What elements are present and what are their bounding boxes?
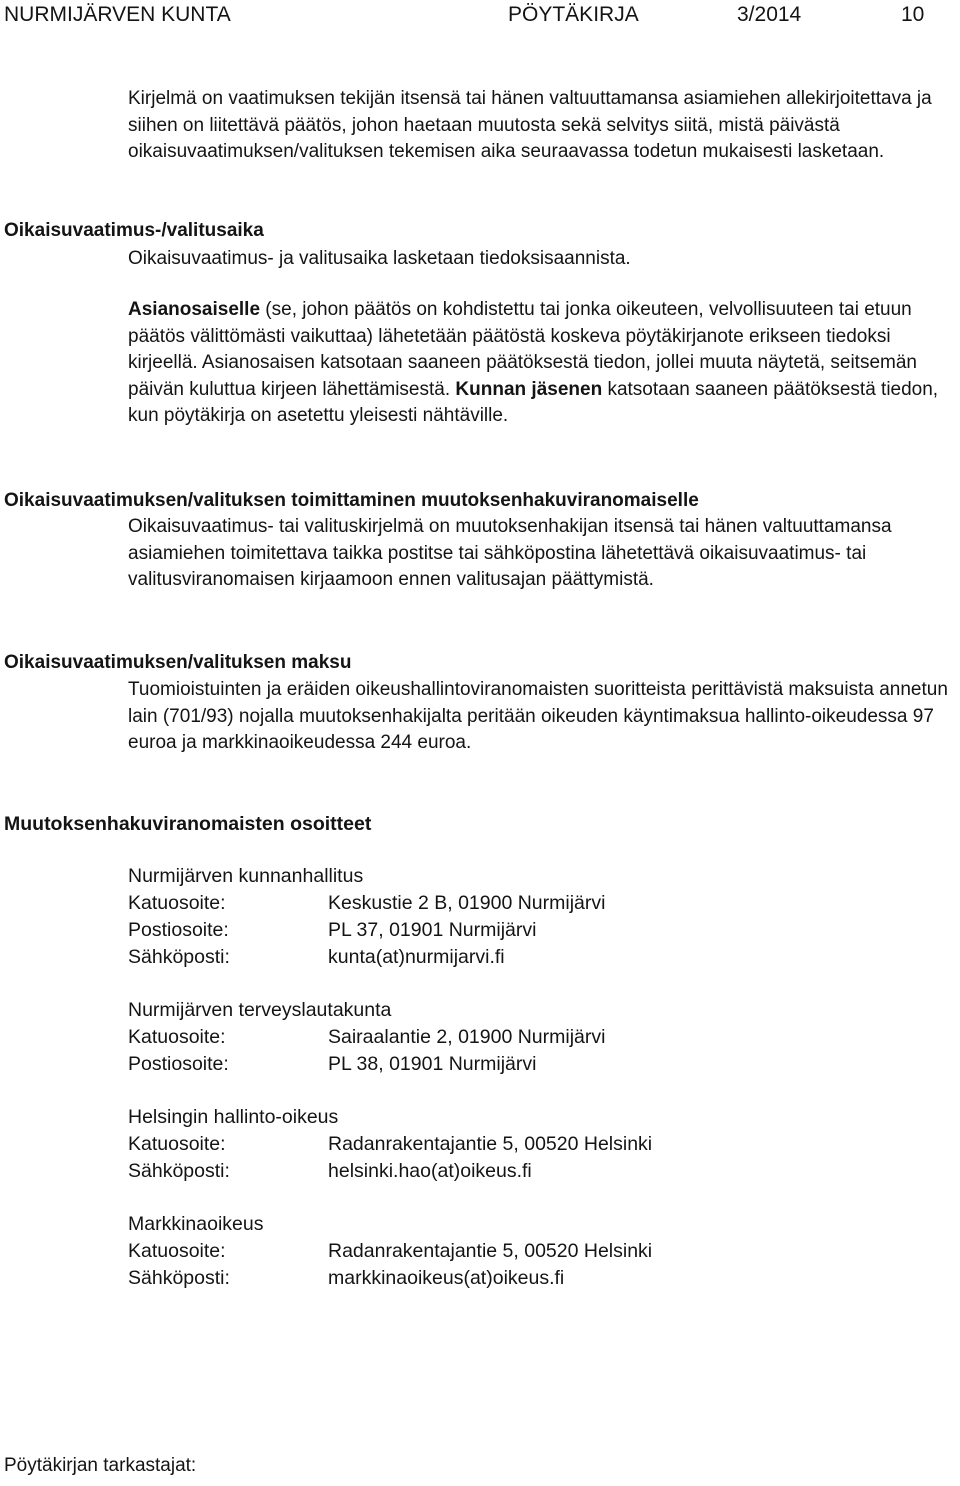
- address-value: markkinaoikeus(at)oikeus.fi: [328, 1267, 565, 1289]
- authority-name: Helsingin hallinto-oikeus: [128, 1106, 339, 1128]
- time-paragraph: [128, 297, 954, 430]
- page-header: [0, 2, 960, 32]
- member-text: katsotaan saaneen päätöksestä tiedon, kun pöytäkirja on asetettu yleisesti nähtäville.: [128, 378, 939, 427]
- fee-paragraph: Tuomioistuinten ja eräiden oikeushallintoviranomaisten suoritteista perittävistä maksuista annetun lain (701/93) nojalla muutoksenhakijalta peritään oikeuden käyntimaksua hallinto-oikeudessa 97 euroa ja markkinaoikeudessa 244 euroa.: [128, 679, 948, 754]
- address-label: Katuosoite:: [128, 1240, 226, 1262]
- address-label: Sähköposti:: [128, 946, 230, 968]
- address-value: PL 38, 01901 Nurmijärvi: [328, 1053, 537, 1075]
- section-heading-delivery: Oikaisuvaatimuksen/valituksen toimittaminen muutoksenhakuviranomaiselle: [4, 490, 699, 511]
- address-row: [128, 1051, 605, 1078]
- authority-block: [128, 1104, 652, 1185]
- party-text: (se, johon päätös on kohdistettu tai jonka oikeuteen, velvollisuuteen tai etuun päätös välittömästi vaikuttaa) lähetetään päätöstä koskeva pöytäkirjanote erikseen tiedoksi kirjeellä. Asianosaisen katsotaan saaneen päätöksestä tiedon, jollei muuta näytetä, seitsemän päivän kuluttua kirjeen lähettämisestä.: [128, 299, 917, 400]
- municipality-name: NURMIJÄRVEN KUNTA: [4, 3, 231, 26]
- address-row: [128, 917, 605, 944]
- page-number: 10: [901, 3, 925, 26]
- authority-name: Markkinaoikeus: [128, 1213, 264, 1235]
- address-value: Radanrakentajantie 5, 00520 Helsinki: [328, 1133, 653, 1155]
- address-label: Sähköposti:: [128, 1267, 230, 1289]
- addresses-heading: Muutoksenhakuviranomaisten osoitteet: [4, 813, 372, 835]
- authority-name: Nurmijärven terveyslautakunta: [128, 999, 392, 1021]
- address-value: helsinki.hao(at)oikeus.fi: [328, 1160, 532, 1182]
- address-label: Katuosoite:: [128, 1026, 226, 1048]
- address-label: Postiosoite:: [128, 1053, 229, 1075]
- time-subline: Oikaisuvaatimus- ja valitusaika lasketaan tiedoksisaannista.: [128, 248, 631, 269]
- reviewers-label: Pöytäkirjan tarkastajat:: [4, 1455, 197, 1476]
- document-number: 3/2014: [737, 3, 802, 26]
- address-value: PL 37, 01901 Nurmijärvi: [328, 919, 537, 941]
- address-value: Keskustie 2 B, 01900 Nurmijärvi: [328, 892, 606, 914]
- address-label: Katuosoite:: [128, 1133, 226, 1155]
- address-value: Sairaalantie 2, 01900 Nurmijärvi: [328, 1026, 606, 1048]
- authority-block: [128, 1211, 652, 1292]
- address-label: Postiosoite:: [128, 919, 229, 941]
- party-term: Asianosaiselle: [128, 299, 261, 320]
- authority-block: [128, 863, 605, 971]
- address-row: [128, 944, 605, 971]
- intro-paragraph: Kirjelmä on vaatimuksen tekijän itsensä tai hänen valtuuttamansa asiamiehen allekirjoitettava ja siihen on liitettävä päätös, johon haetaan muutosta sekä selvitys siitä, mistä päivästä oikaisuvaatimuksen/valituksen tekemisen aika seuraavassa todetun mukaisesti lasketaan.: [128, 88, 932, 163]
- address-row: [128, 1265, 652, 1292]
- address-row: [128, 890, 605, 917]
- address-row: [128, 1024, 605, 1051]
- section-heading-fee: Oikaisuvaatimuksen/valituksen maksu: [4, 652, 352, 673]
- address-row: [128, 1131, 652, 1158]
- address-row: [128, 1238, 652, 1265]
- delivery-paragraph: Oikaisuvaatimus- tai valituskirjelmä on muutoksenhakijan itsensä tai hänen valtuuttamansa asiamiehen toimitettava taikka postitse tai sähköpostina lähetettävä oikaisuvaatimus- tai valitusviranomaisen kirjaamoon ennen valitusajan päättymistä.: [128, 516, 892, 591]
- document-type: PÖYTÄKIRJA: [508, 3, 639, 26]
- address-label: Katuosoite:: [128, 892, 226, 914]
- member-term: Kunnan jäsenen: [455, 378, 603, 400]
- authority-block: [128, 997, 605, 1078]
- section-heading-time: Oikaisuvaatimus-/valitusaika: [4, 220, 264, 241]
- authority-name: Nurmijärven kunnanhallitus: [128, 865, 364, 887]
- address-row: [128, 1158, 652, 1185]
- address-value: Radanrakentajantie 5, 00520 Helsinki: [328, 1240, 653, 1262]
- address-value: kunta(at)nurmijarvi.fi: [328, 946, 505, 968]
- address-label: Sähköposti:: [128, 1160, 230, 1182]
